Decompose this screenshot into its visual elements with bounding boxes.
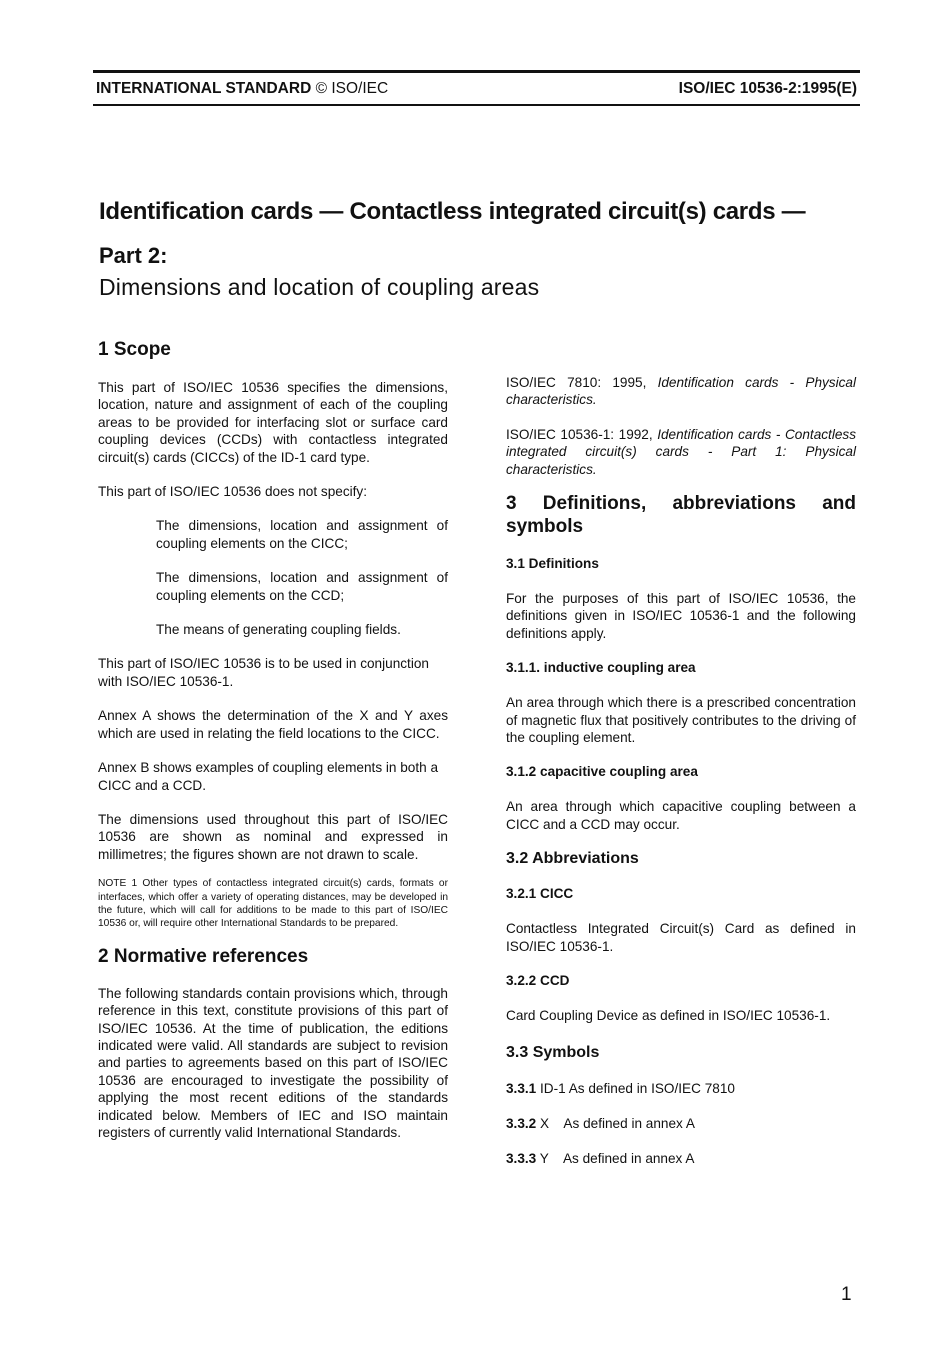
running-header — [93, 70, 860, 106]
header-copyright: © ISO/IEC — [315, 79, 389, 97]
note-1: NOTE 1 Other types of contactless integrated circuit(s) cards, formats or interfaces, which offer a variety of operating distances, may be developed in the future, which will call for additions to be made to this part of ISO/IEC 10536 or, will require other International Standards to be prepared. — [98, 878, 448, 930]
abbreviation-ccd-text: Card Coupling Device as defined in ISO/IEC 10536-1. — [506, 1008, 831, 1024]
document-subtitle: Dimensions and location of coupling areas — [99, 274, 540, 300]
scope-paragraph-1: This part of ISO/IEC 10536 specifies the dimensions, location, nature and assignment of each of the coupling areas to be provided for interfacing slot or surface card coupling devices (CCDs) with contactless integrated circuit(s) cards (CICCs) of the ID-1 card type. — [98, 380, 448, 465]
symbol-y-text: Y As defined in annex A — [536, 1151, 695, 1167]
normative-references-paragraph: The following standards contain provisions which, through reference in this text, constitute provisions of this part of ISO/IEC 10536. At the time of publication, the editions indicated were valid. All standards are subject to revision and parties to agreements based on this part of ISO/IEC 10536 are encouraged to investigate the possibility of applying the most recent editions of the standards indicated below. Members of IEC and ISO maintain registers of currently valid International Standards. — [98, 985, 448, 1140]
normative-references-heading: 2 Normative references — [98, 945, 309, 967]
abbreviation-ccd-heading: 3.2.2 CCD — [506, 973, 570, 989]
scope-paragraph-4: Annex A shows the determination of the X and Y axes which are used in relating the field locations to the CICC. — [98, 708, 448, 741]
definitions-subheading: 3.1 Definitions — [506, 556, 599, 572]
reference-1-id: ISO/IEC 7810: 1995, — [506, 375, 658, 390]
document-title: Identification cards — Contactless integrated circuit(s) cards — — [99, 198, 806, 225]
reference-iso-7810 — [506, 374, 856, 409]
header-standard-label: INTERNATIONAL STANDARD — [96, 79, 312, 97]
scope-paragraph-5: Annex B shows examples of coupling elements in both a CICC and a CCD. — [98, 760, 439, 793]
document-part: Part 2: — [99, 243, 168, 268]
scope-list-item-1: The dimensions, location and assignment of coupling elements on the CICC; — [156, 518, 448, 551]
symbol-x-text: X As defined in annex A — [536, 1115, 695, 1131]
scope-list-item-3: The means of generating coupling fields. — [156, 622, 401, 638]
abbreviation-cicc-text: Contactless Integrated Circuit(s) Card as defined in ISO/IEC 10536-1. — [506, 921, 856, 954]
definition-inductive-text: An area through which there is a prescribed concentration of magnetic flux that positively contributes to the driving of the coupling element. — [506, 695, 856, 746]
header-doc-id: ISO/IEC 10536-2:1995(E) — [678, 79, 857, 97]
definition-capacitive-text: An area through which capacitive coupling between a CICC and a CCD may occur. — [506, 799, 856, 832]
symbol-id1-text: ID-1 As defined in ISO/IEC 7810 — [536, 1080, 735, 1096]
scope-list-item-2: The dimensions, location and assignment of coupling elements on the CCD; — [156, 570, 448, 603]
reference-1-title: Identification cards - Physical characteristics. — [506, 375, 856, 408]
left-column — [98, 338, 448, 1141]
symbol-x — [506, 1115, 856, 1132]
definitions-paragraph: For the purposes of this part of ISO/IEC 10536, the definitions given in ISO/IEC 10536-1 and the following definitions apply. — [506, 591, 856, 641]
symbol-y-number: 3.3.3 — [506, 1151, 537, 1167]
right-column — [506, 374, 856, 1168]
scope-paragraph-6: The dimensions used throughout this part of ISO/IEC 10536 are shown as nominal and expressed in millimetres; the figures shown are not drawn to scale. — [98, 811, 448, 862]
symbol-y — [506, 1150, 856, 1167]
reference-2-title: Identification cards - Contactless integrated circuit(s) cards - Part 1: Physical characteristics. — [506, 426, 857, 477]
symbol-x-number: 3.3.2 — [506, 1115, 537, 1131]
definition-capacitive-heading: 3.1.2 capacitive coupling area — [506, 764, 698, 780]
scope-paragraph-3: This part of ISO/IEC 10536 is to be used in conjunction with ISO/IEC 10536-1. — [98, 656, 429, 689]
reference-2-id: ISO/IEC 10536-1: 1992, — [506, 426, 658, 442]
symbol-id1 — [506, 1080, 856, 1097]
definitions-heading-line-1: 3 Definitions, abbreviations and — [506, 493, 856, 515]
definitions-heading-line-2: symbols — [506, 516, 584, 538]
abbreviation-cicc-heading: 3.2.1 CICC — [506, 886, 574, 902]
symbol-id1-number: 3.3.1 — [506, 1080, 537, 1096]
scope-heading: 1 Scope — [98, 339, 171, 360]
header-left — [93, 80, 388, 98]
abbreviations-heading: 3.2 Abbreviations — [506, 850, 639, 868]
symbols-heading: 3.3 Symbols — [506, 1043, 600, 1061]
scope-paragraph-2: This part of ISO/IEC 10536 does not specify: — [98, 484, 367, 500]
definition-inductive-heading: 3.1.1. inductive coupling area — [506, 660, 696, 676]
page-number: 1 — [841, 1284, 852, 1305]
reference-iso-10536-1 — [506, 426, 856, 478]
